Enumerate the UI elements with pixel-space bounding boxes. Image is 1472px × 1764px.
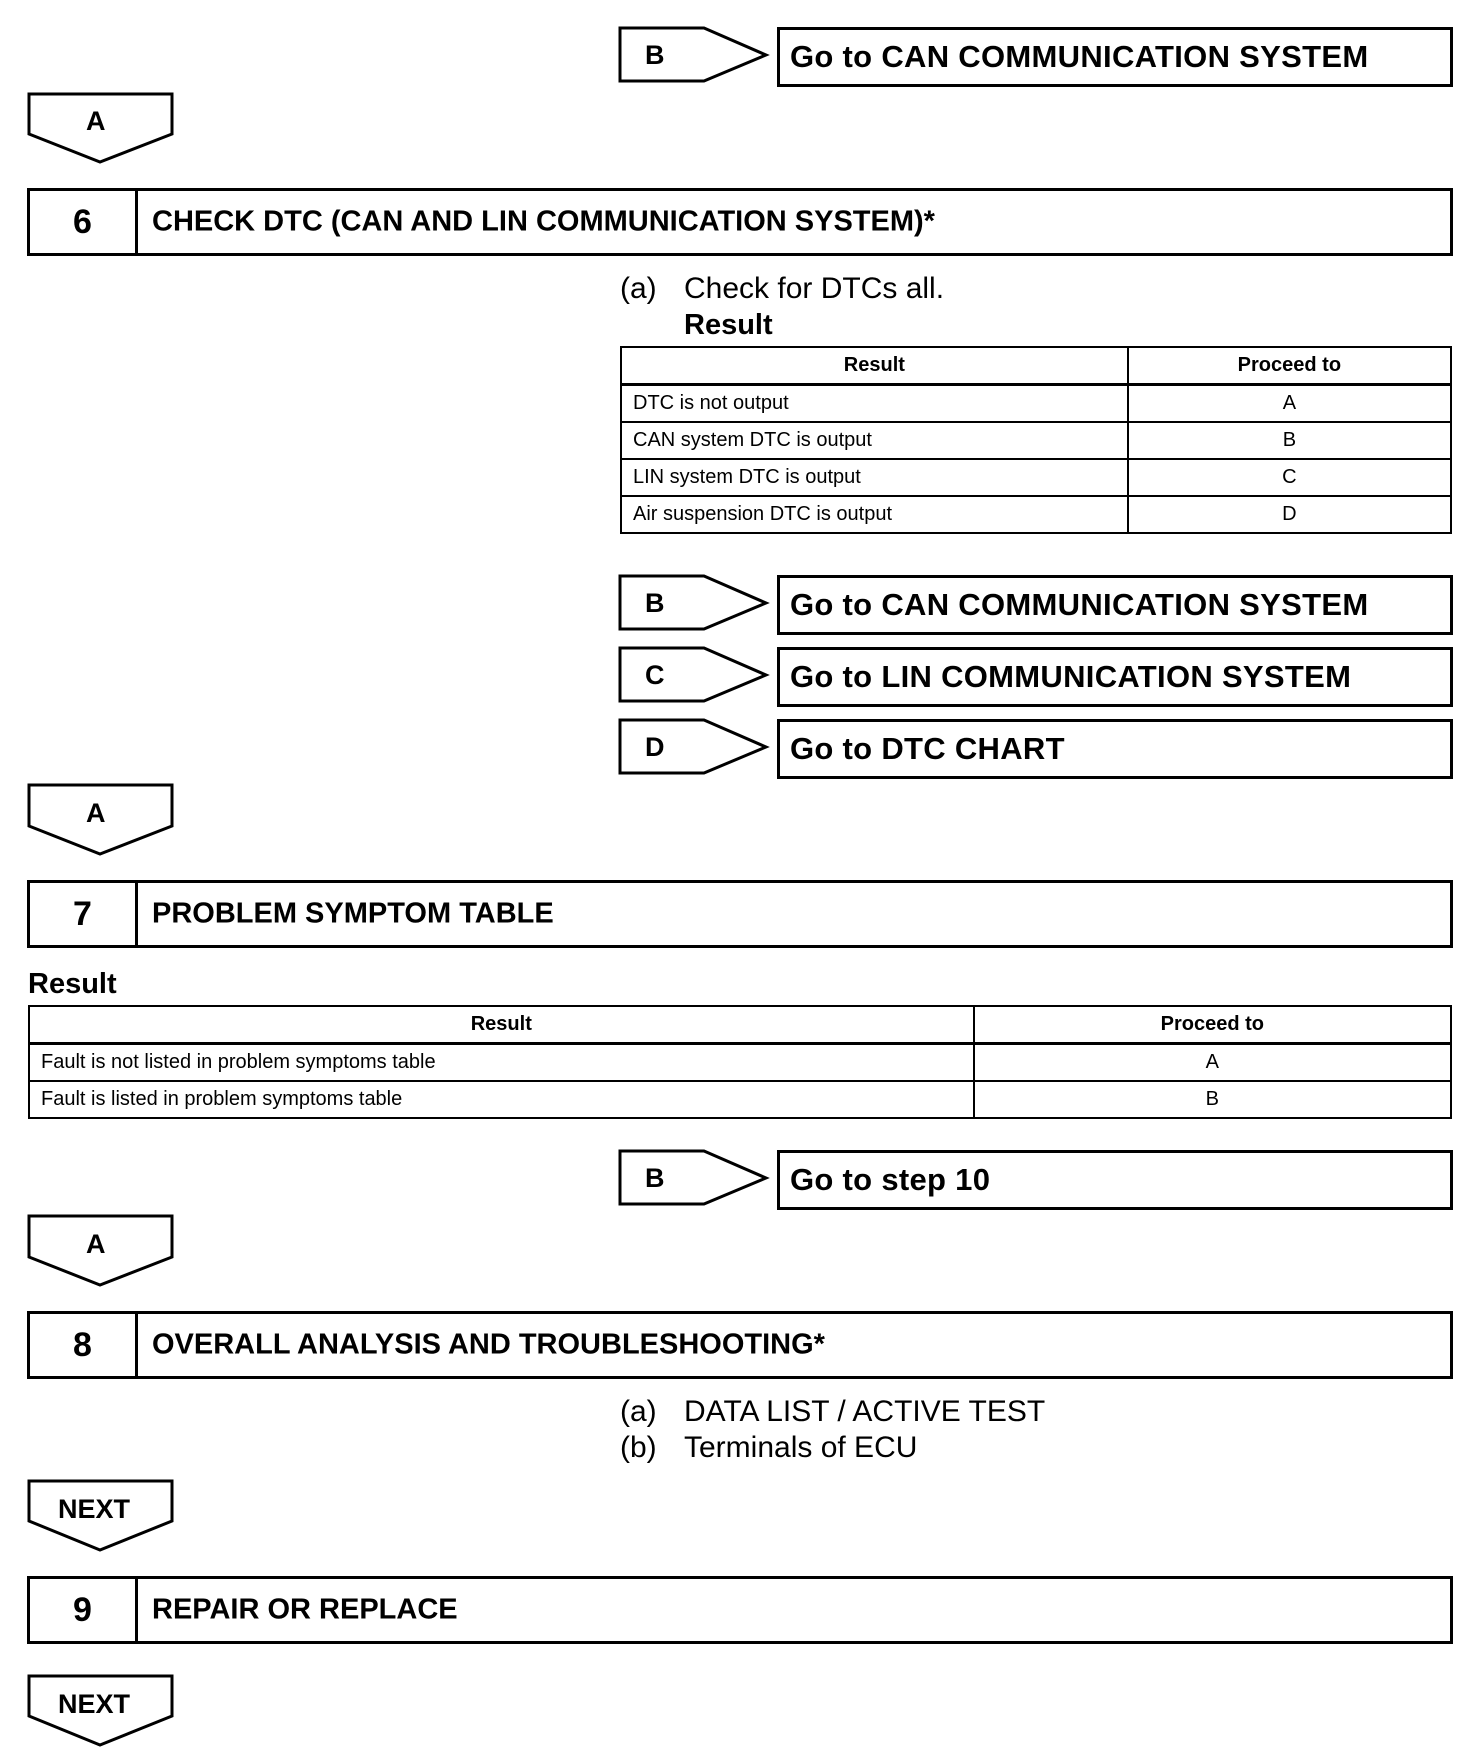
goto-tag-c: C xyxy=(645,660,665,690)
goto-label: Go to step 10 xyxy=(790,1162,991,1197)
tag-arrow-shape xyxy=(620,28,766,81)
step-title: PROBLEM SYMPTOM TABLE xyxy=(152,897,554,930)
step-title: OVERALL ANALYSIS AND TROUBLESHOOTING* xyxy=(152,1328,825,1361)
proceed-cell: A xyxy=(974,1044,1451,1082)
proceed-cell: A xyxy=(1128,385,1451,423)
column-header: Proceed to xyxy=(974,1006,1451,1044)
step-6-header xyxy=(27,188,1453,256)
arrow-a-label: A xyxy=(86,798,106,828)
goto-lin-communication-button[interactable] xyxy=(777,647,1453,707)
goto-can-communication-button[interactable] xyxy=(777,27,1453,87)
column-header: Proceed to xyxy=(1128,347,1451,385)
step-7-result-table xyxy=(28,1005,1452,1119)
tag-arrow-shape xyxy=(620,576,766,629)
result-heading: Result xyxy=(684,309,773,341)
instruction-letter: (a) xyxy=(620,272,657,305)
result-cell: LIN system DTC is output xyxy=(621,459,1128,496)
table-row xyxy=(29,1044,1451,1082)
tag-arrow-shape xyxy=(620,648,766,701)
instruction-text: Terminals of ECU xyxy=(684,1431,918,1464)
step-8-header xyxy=(27,1311,1453,1379)
instruction-letter: (b) xyxy=(620,1431,657,1464)
step-number: 8 xyxy=(30,1314,138,1376)
table-header-row xyxy=(621,347,1451,385)
goto-tag-b: B xyxy=(645,1163,665,1193)
step-7-header xyxy=(27,880,1453,948)
result-cell: Fault is listed in problem symptoms table xyxy=(29,1081,974,1118)
goto-label: Go to LIN COMMUNICATION SYSTEM xyxy=(790,659,1352,694)
instruction-item xyxy=(620,1395,1045,1429)
arrow-a-label: A xyxy=(86,1229,106,1259)
step-number: 6 xyxy=(30,191,138,253)
table-header-row xyxy=(29,1006,1451,1044)
column-header: Result xyxy=(29,1006,974,1044)
instruction-text: DATA LIST / ACTIVE TEST xyxy=(684,1395,1046,1428)
instruction-item xyxy=(620,272,944,306)
goto-can-communication-button[interactable] xyxy=(777,575,1453,635)
column-header: Result xyxy=(621,347,1128,385)
goto-tag-d: D xyxy=(645,732,665,762)
step-number: 7 xyxy=(30,883,138,945)
result-cell: CAN system DTC is output xyxy=(621,422,1128,459)
tag-arrow-shape xyxy=(620,1151,766,1204)
instruction-text: Check for DTCs all. xyxy=(684,272,945,305)
next-arrow-label: NEXT xyxy=(58,1494,131,1524)
goto-dtc-chart-button[interactable] xyxy=(777,719,1453,779)
goto-tag-b: B xyxy=(645,588,665,618)
step-6-result-table xyxy=(620,346,1452,534)
goto-label: Go to CAN COMMUNICATION SYSTEM xyxy=(790,587,1369,622)
step-title: CHECK DTC (CAN AND LIN COMMUNICATION SYSTEM)* xyxy=(152,205,935,238)
goto-step-10-button[interactable] xyxy=(777,1150,1453,1210)
table-row xyxy=(621,459,1451,496)
arrow-a-label: A xyxy=(86,106,106,136)
result-cell: Air suspension DTC is output xyxy=(621,496,1128,533)
table-row xyxy=(621,496,1451,533)
proceed-cell: B xyxy=(1128,422,1451,459)
step-title: REPAIR OR REPLACE xyxy=(152,1593,458,1626)
instruction-letter: (a) xyxy=(620,1395,657,1428)
result-heading: Result xyxy=(28,968,117,1000)
goto-label: Go to DTC CHART xyxy=(790,731,1065,766)
proceed-cell: C xyxy=(1128,459,1451,496)
tag-arrow-shape xyxy=(620,720,766,773)
step-number: 9 xyxy=(30,1579,138,1641)
result-cell: Fault is not listed in problem symptoms table xyxy=(29,1044,974,1082)
table-row xyxy=(621,385,1451,423)
goto-label: Go to CAN COMMUNICATION SYSTEM xyxy=(790,39,1369,74)
step-9-header xyxy=(27,1576,1453,1644)
goto-tag-b: B xyxy=(645,40,665,70)
next-arrow-label: NEXT xyxy=(58,1689,131,1719)
table-row xyxy=(621,422,1451,459)
result-cell: DTC is not output xyxy=(621,385,1128,423)
proceed-cell: B xyxy=(974,1081,1451,1118)
proceed-cell: D xyxy=(1128,496,1451,533)
table-row xyxy=(29,1081,1451,1118)
instruction-item xyxy=(620,1431,917,1465)
